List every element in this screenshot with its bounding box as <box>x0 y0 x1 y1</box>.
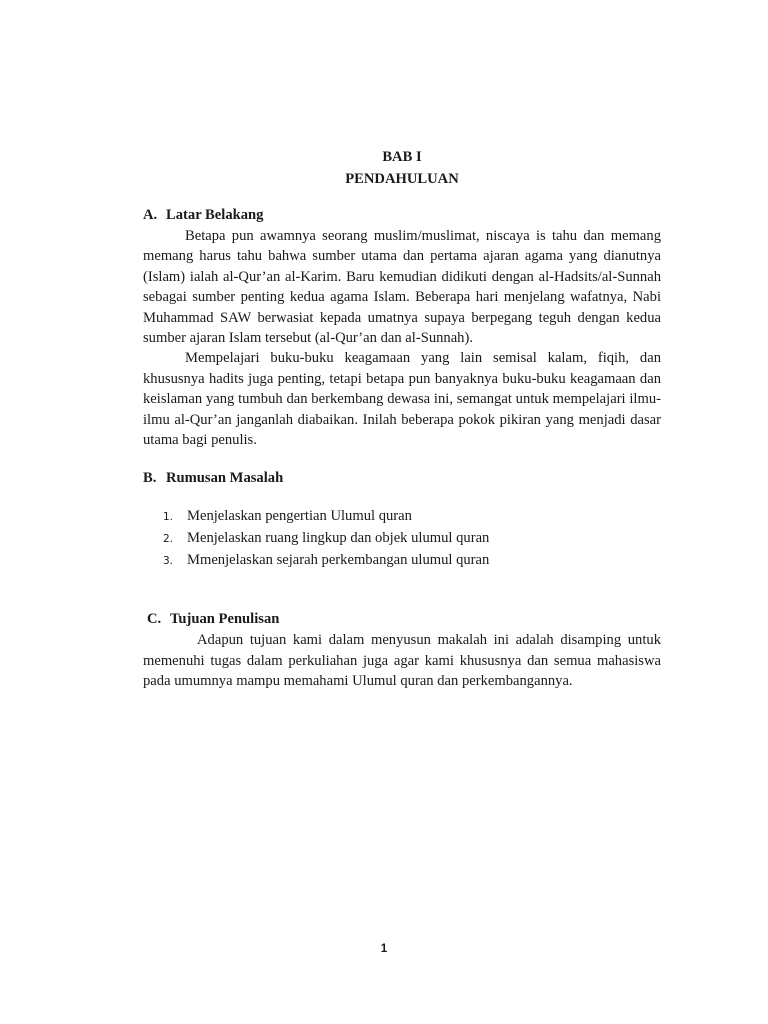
list-item-number: 3. <box>163 554 174 567</box>
page-number: 1 <box>380 943 388 955</box>
list-item-number: 2. <box>163 533 174 546</box>
section-c-title: Tujuan Penulisan <box>170 611 280 628</box>
section-c-heading <box>143 609 661 630</box>
list-item <box>143 528 661 550</box>
list-item-text: Menjelaskan ruang lingkup dan objek ulumul quran <box>187 530 490 547</box>
page-content <box>143 146 661 691</box>
section-a-paragraph-1: Betapa pun awamnya seorang muslim/muslimat, niscaya is tahu dan memang memang harus tahu bahwa sumber utama dan pertama ajaran agama yang dianutnya (Islam) ialah al-Qur’an al-Karim. Baru kemudian didikuti dengan al-Hadsits/al-Sunnah sebagai sumber penting kedua agama Islam. Beberapa hari menjelang wafatnya, Nabi Muhammad SAW berwasiat kepada umatnya supaya berpegang teguh dengan kedua sumber ajaran Islam tersebut (al-Qur’an dan al-Sunnah). <box>143 228 661 347</box>
list-item-text: Menjelaskan pengertian Ulumul quran <box>187 508 412 525</box>
list-item-text: Mmenjelaskan sejarah perkembangan ulumul quran <box>187 551 490 568</box>
section-b-title: Rumusan Masalah <box>166 470 284 487</box>
section-a-paragraph-2: Mempelajari buku-buku keagamaan yang lain semisal kalam, fiqih, dan khususnya hadits juga penting, tetapi betapa pun banyaknya buku-buku keagamaan dan keislaman yang tumbuh dan berkembang dewasa ini, semangat untuk mempelajari ilmu-ilmu al-Qur’an janganlah diabaikan. Inilah beberapa pokok pikiran yang menjadi dasar utama bagi penulis. <box>143 350 661 449</box>
list-item <box>143 550 661 572</box>
section-c-paragraph-1: Adapun tujuan kami dalam menyusun makalah ini adalah disamping untuk memenuhi tugas dalam perkuliahan juga agar kami khususnya dan semua mahasiswa pada umumnya mampu memahami Ulumul quran dan perkembangannya. <box>143 632 661 690</box>
section-a-heading <box>143 205 661 226</box>
section-b-letter: B. <box>143 470 157 487</box>
section-c-letter: C. <box>147 611 162 628</box>
section-a-title: Latar Belakang <box>166 207 264 223</box>
chapter-title: PENDAHULUAN <box>345 171 459 187</box>
list-item-number: 1. <box>163 511 174 524</box>
section-b-heading <box>143 468 661 489</box>
chapter-number: BAB I <box>382 149 422 165</box>
section-a-letter: A. <box>143 207 158 223</box>
list-item <box>143 506 661 528</box>
problem-list <box>143 506 661 571</box>
